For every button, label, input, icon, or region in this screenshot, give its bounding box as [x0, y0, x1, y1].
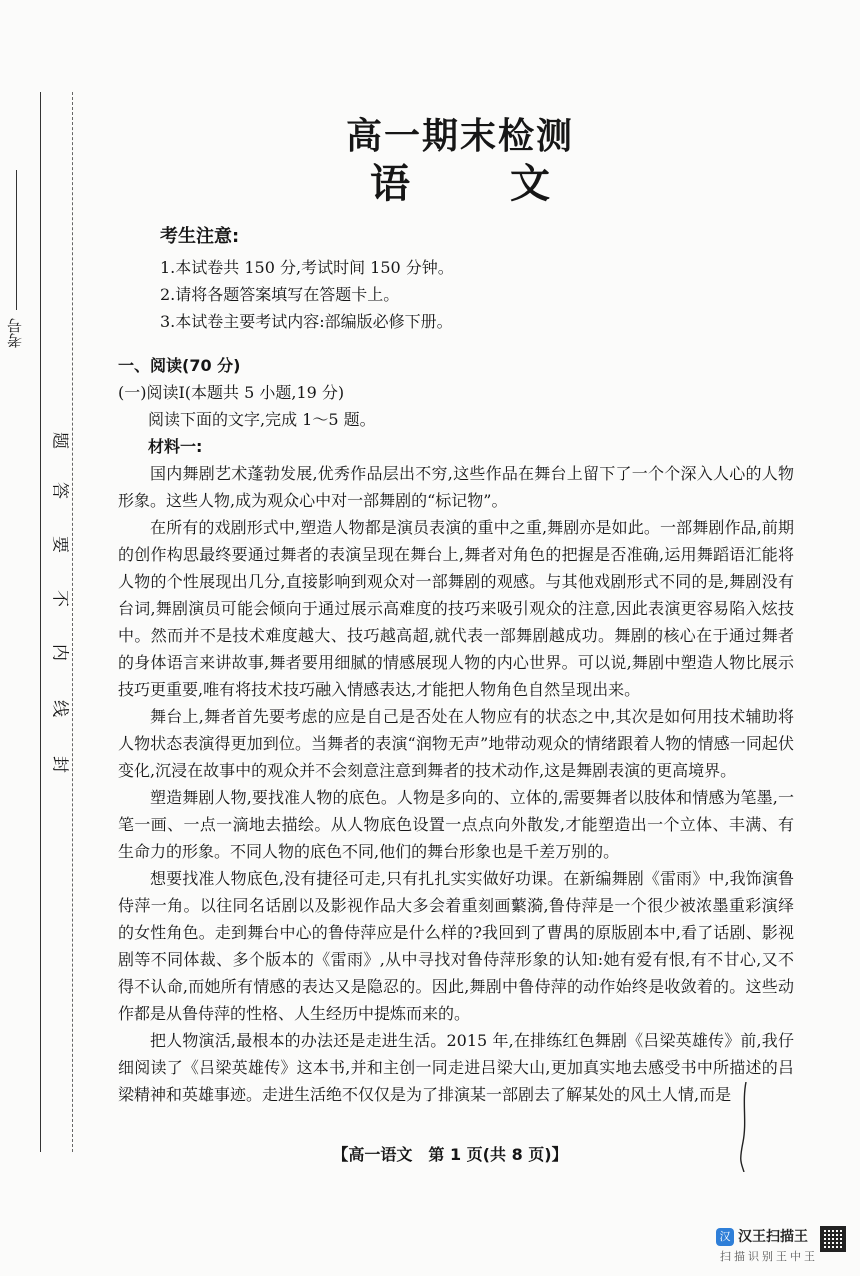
body-paragraph: 想要找准人物底色,没有捷径可走,只有扎扎实实做好功课。在新编舞剧《雷雨》中,我饰演鲁侍萍一角。以往同名话剧以及影视作品大多会着重刻画蘩漪,鲁侍萍是一个很少被浓墨重彩演绎的女性角色。走到舞台中心的鲁侍萍应是什么样的?我回到了曹禺的原版剧本中,看了话剧、影视剧等不同体裁、多个版本的《雷雨》,从中寻找对鲁侍萍形象的认知:她有爱有恨,有不甘心,又不得不认命,而她所有情感的表达又是隐忍的。因此,舞剧中鲁侍萍的动作始终是收敛着的。这些动作都是从鲁侍萍的性格、人生经历中提炼而来的。: [118, 869, 794, 1023]
page-footer: 【高一语文 第 1 页(共 8 页)】: [332, 1145, 568, 1164]
notice-heading: 考生注意:: [160, 226, 240, 247]
scanner-tagline: 扫描识别王中王: [720, 1250, 818, 1263]
subsection-heading: (一)阅读Ⅰ(本题共 5 小题,19 分): [118, 383, 345, 402]
seal-char: 内: [49, 644, 70, 661]
notice-item: 2.请将各题答案填写在答题卡上。: [160, 285, 400, 304]
body-paragraph: 国内舞剧艺术蓬勃发展,优秀作品层出不穷,这些作品在舞台上留下了一个个深入人心的人物形象。这些人物,成为观众心中对一部舞剧的“标记物”。: [118, 464, 794, 510]
scanner-app-name: 汉王扫描王: [738, 1229, 808, 1245]
seal-char: 要: [49, 536, 70, 553]
section-heading: 一、阅读(70 分): [118, 356, 241, 375]
body-paragraph: 塑造舞剧人物,要找准人物的底色。人物是多向的、立体的,需要舞者以肢体和情感为笔墨,一笔一画、一点一滴地去描绘。从人物底色设置一点点向外散发,才能塑造出一个立体、丰满、有生命力的形象。不同人物的底色不同,他们的舞台形象也是千差万别的。: [118, 788, 794, 861]
seal-char: 封: [49, 756, 70, 773]
reading-section: [118, 352, 794, 1108]
scanner-watermark: [716, 1226, 846, 1268]
notice-item: 1.本试卷共 150 分,考试时间 150 分钟。: [160, 258, 454, 277]
seal-char: 不: [49, 590, 70, 607]
scanner-logo-icon: 汉: [716, 1228, 734, 1246]
margin-rule: [40, 92, 41, 1152]
exam-number-label: 考号: [6, 318, 24, 348]
seal-char: 答: [49, 482, 70, 499]
seal-line: [72, 92, 73, 1152]
seal-char: 题: [49, 432, 70, 449]
body-paragraph: 把人物演活,最根本的办法还是走进生活。2015 年,在排练红色舞剧《吕梁英雄传》前,我仔细阅读了《吕梁英雄传》这本书,并和主创一同走进吕梁大山,更加真实地去感受书中所描述的吕梁精神和英雄事迹。走进生活绝不仅仅是为了排演某一部剧去了解某处的风土人情,而是: [118, 1031, 794, 1104]
subject-title: 语文: [370, 161, 650, 207]
instruction-text: 阅读下面的文字,完成 1～5 题。: [148, 410, 376, 429]
seal-char: 线: [49, 700, 70, 717]
body-paragraph: 舞台上,舞者首先要考虑的应是自己是否处在人物应有的状态之中,其次是如何用技术辅助将人物状态表演得更加到位。当舞者的表演“润物无声”地带动观众的情绪跟着人物的情感一同起伏变化,沉浸在故事中的观众并不会刻意注意到舞者的技术动作,这是舞剧表演的更高境界。: [118, 707, 794, 780]
candidate-notice: [160, 222, 760, 335]
notice-item: 3.本试卷主要考试内容:部编版必修下册。: [160, 312, 453, 331]
material-label: 材料一:: [148, 437, 203, 456]
body-paragraph: 在所有的戏剧形式中,塑造人物都是演员表演的重中之重,舞剧亦是如此。一部舞剧作品,前期的创作构思最终要通过舞者的表演呈现在舞台上,舞者对角色的把握是否准确,运用舞蹈语汇能将人物的个性展现出几分,直接影响到观众对一部舞剧的观感。与其他戏剧形式不同的是,舞剧没有台词,舞剧演员可能会倾向于通过展示高难度的技巧来吸引观众的注意,因此表演更容易陷入炫技中。然而并不是技术难度越大、技巧越高超,就代表一部舞剧越成功。舞剧的核心在于通过舞者的身体语言来讲故事,舞者要用细腻的情感展现人物的内心世界。可以说,舞剧中塑造人物比展示技巧更重要,唯有将技术技巧融入情感表达,才能把人物角色自然呈现出来。: [118, 518, 794, 699]
qr-code-icon: [820, 1226, 846, 1252]
exam-title: 高一期末检测: [345, 116, 574, 157]
